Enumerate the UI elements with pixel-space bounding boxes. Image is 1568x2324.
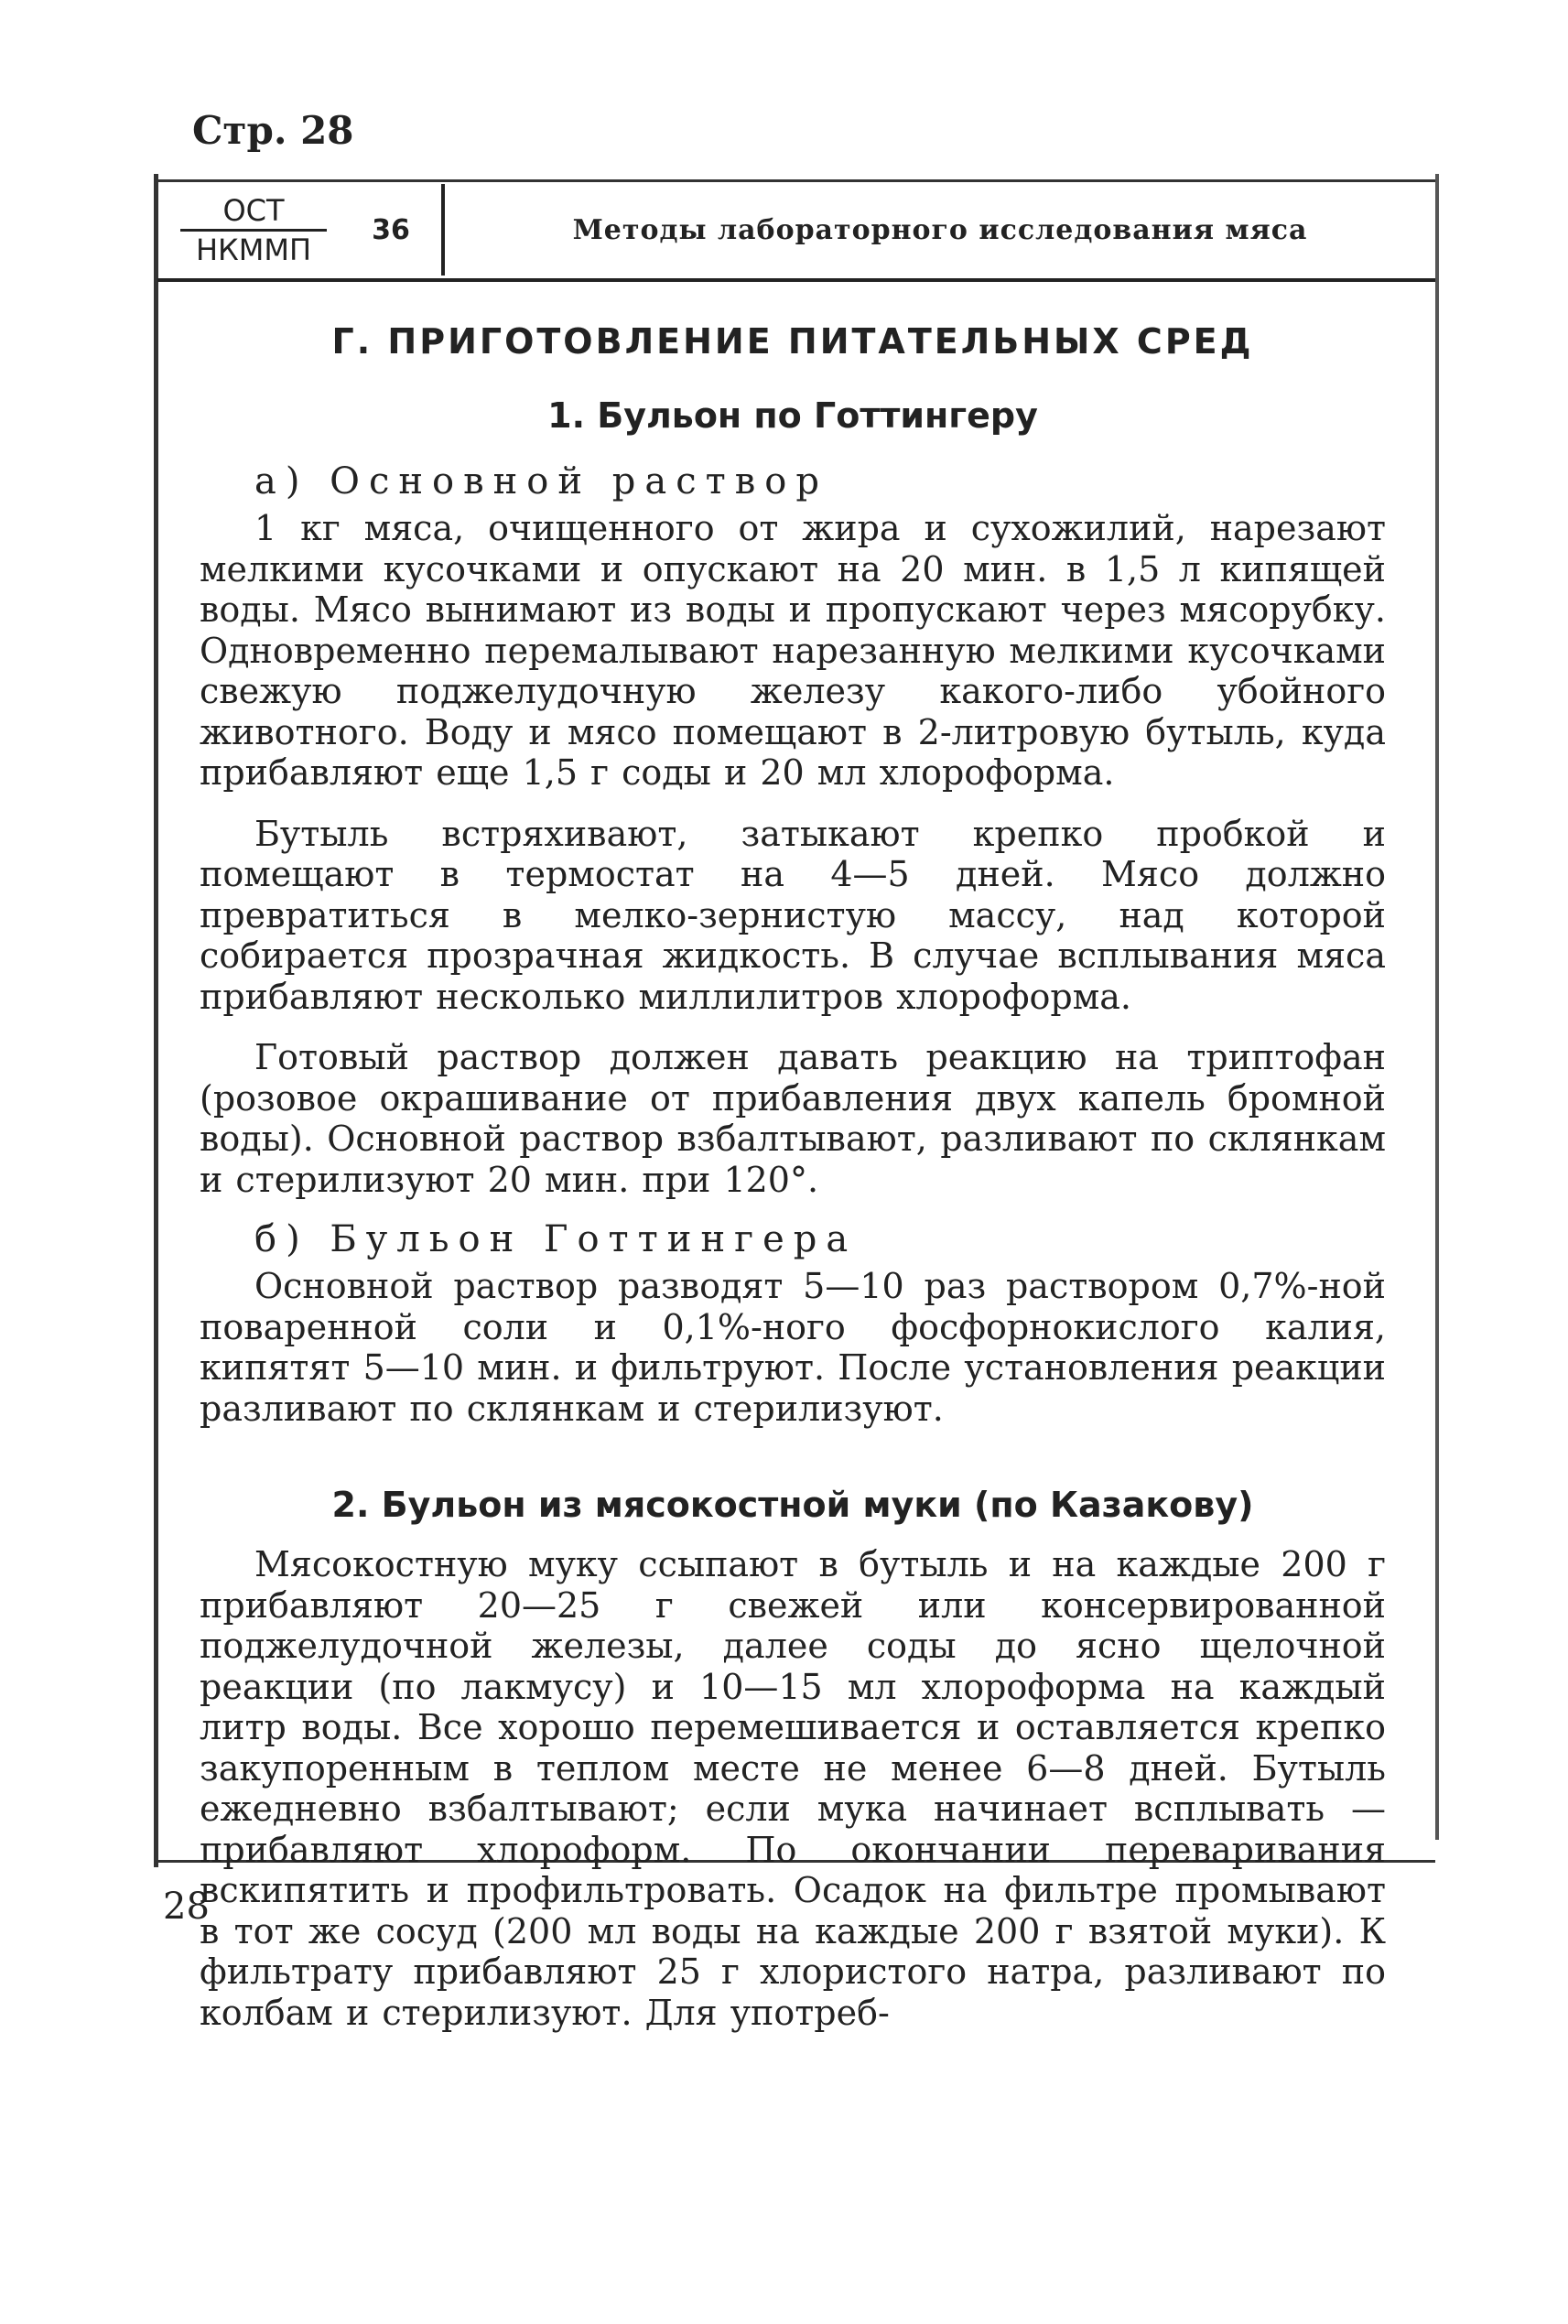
subsection-title-1: 1. Бульон по Готтингеру: [547, 395, 1038, 436]
standard-code-top: ОСТ: [180, 192, 327, 232]
section-title: Г. ПРИГОТОВЛЕНИЕ ПИТАТЕЛЬНЫХ СРЕД: [331, 321, 1254, 362]
subhead-a: а) Основной раствор: [254, 460, 828, 503]
page-number: 28: [163, 1886, 210, 1928]
page-content: [200, 316, 1386, 2033]
subsection-title-2: 2. Бульон из мясокостной муки (по Казакову): [331, 1485, 1254, 1525]
header-title: Методы лабораторного исследования мяса: [572, 213, 1308, 246]
paragraph-4: Основной раствор разводят 5—10 раз раствором 0,7%-ной поваренной соли и 0,1%-ного фосфорнокислого калия, кипятят 5—10 мин. и фильтруют. После установления реакции разливают по склянкам и стерилизуют.: [200, 1266, 1386, 1429]
page-reference: Стр. 28: [192, 108, 354, 153]
paragraph-1: 1 кг мяса, очищенного от жира и сухожилий, нарезают мелкими кусочками и опускают на 20 мин. в 1,5 л кипящей воды. Мясо вынимают из воды и пропускают через мясорубку. Одновременно перемалывают нарезанную мелкими кусочками свежую поджелудочную железу какого-либо убойного животного. Воду и мясо помещают в 2-литровую бутыль, куда прибавляют еще 1,5 г соды и 20 мл хлороформа.: [200, 508, 1386, 793]
frame-left-border: [154, 174, 158, 1867]
paragraph-5: Мясокостную муку ссыпают в бутыль и на каждые 200 г прибавляют 20—25 г свежей или консервированной поджелудочной железы, далее соды до ясно щелочной реакции (по лакмусу) и 10—15 мл хлороформа на каждый литр воды. Все хорошо перемешивается и оставляется крепко закупоренным в теплом месте не менее 6—8 дней. Бутыль ежедневно взбалтывают; если мука начинает всплывать — прибавляют хлороформ. По окончании переваривания вскипятить и профильтровать. Осадок на фильтре промывают в тот же сосуд (200 мл воды на каждые 200 г взятой муки). К фильтрату прибавляют 25 г хлористого натра, разливают по колбам и стерилизуют. Для употреб-: [200, 1544, 1386, 2033]
standard-code-bottom: НКММП: [195, 232, 312, 267]
subhead-b: б) Бульон Готтингера: [254, 1218, 858, 1260]
paragraph-2: Бутыль встряхивают, затыкают крепко пробкой и помещают в термостат на 4—5 дней. Мясо должно превратиться в мелко-зернистую массу, над которой собирается прозрачная жидкость. В случае всплывания мяса прибавляют несколько миллилитров хлороформа.: [200, 813, 1386, 1017]
document-header: [157, 181, 1435, 282]
frame-right-border: [1435, 174, 1439, 1840]
paragraph-3: Готовый раствор должен давать реакцию на триптофан (розовое окрашивание от прибавления двух капель бромной воды). Основной раствор взбалтывают, разливают по склянкам и стерилизуют 20 мин. при 120°.: [200, 1037, 1386, 1200]
standard-number: 36: [372, 213, 410, 246]
standard-code: [157, 192, 350, 268]
